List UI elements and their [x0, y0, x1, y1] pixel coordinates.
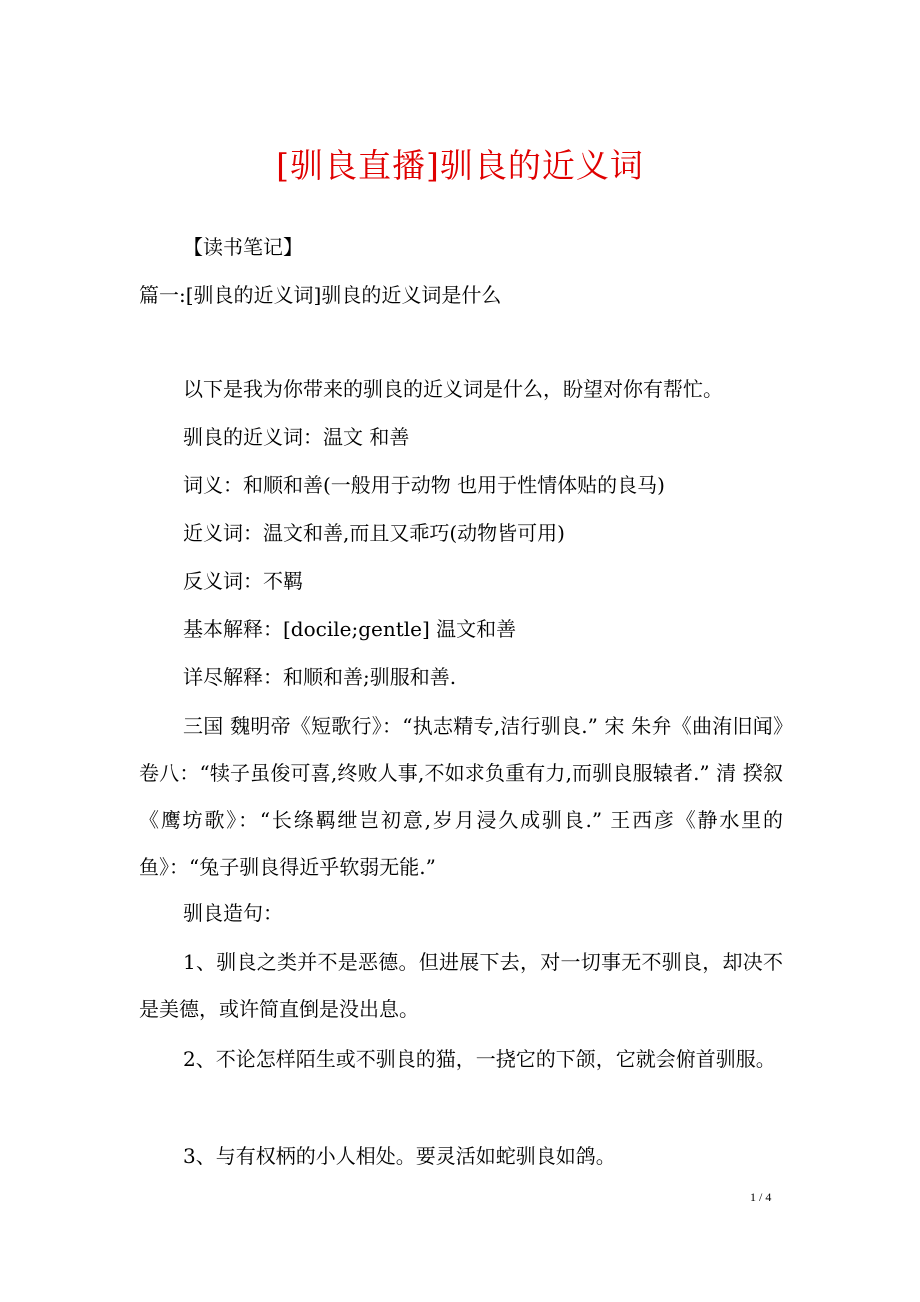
- meaning-line: 词义：和顺和善(一般用于动物 也用于性情体贴的良马): [183, 473, 665, 497]
- example-item: 1、驯良之类并不是恶德。但进展下去，对一切事无不驯良，却决不是美德，或许简直倒是没出息。: [139, 950, 783, 1021]
- synonym-line: 驯良的近义词：温文 和善: [183, 425, 410, 449]
- example-item: 2、不论怎样陌生或不驯良的猫，一挠它的下颌，它就会俯首驯服。: [183, 1047, 776, 1071]
- basic-definition-line: 基本解释：[docile;gentle] 温文和善: [183, 617, 517, 641]
- section-heading: 篇一:[驯良的近义词]驯良的近义词是什么: [139, 283, 502, 307]
- document-title: [驯良直播]驯良的近义词: [276, 146, 644, 185]
- near-synonym-line: 近义词：温文和善,而且又乖巧(动物皆可用): [183, 521, 565, 545]
- examples-heading: 驯良造句：: [183, 901, 283, 925]
- example-item: 3、与有权柄的小人相处。要灵活如蛇驯良如鸽。: [183, 1144, 616, 1168]
- quote-paragraph: 三国 魏明帝《短歌行》：“执志精专,洁行驯良.” 宋 朱弁《曲洧旧闻》卷八：“犊子虽俊可喜,终败人事,不如求负重有力,而驯良服辕者.” 清 揆叙 《鹰坊歌》：“长绦羁绁岂初意,岁月浸久成驯良.” 王西彦《静水里的鱼》：“兔子驯良得近乎软弱无能.”: [139, 714, 783, 879]
- intro-line: 以下是我为你带来的驯良的近义词是什么，盼望对你有帮忙。: [183, 377, 723, 401]
- antonym-line: 反义词：不羁: [183, 569, 303, 593]
- tag-label: 【读书笔记】: [183, 235, 303, 259]
- detailed-definition-line: 详尽解释：和顺和善;驯服和善.: [183, 665, 457, 689]
- page-number: 1 / 4: [750, 1190, 772, 1204]
